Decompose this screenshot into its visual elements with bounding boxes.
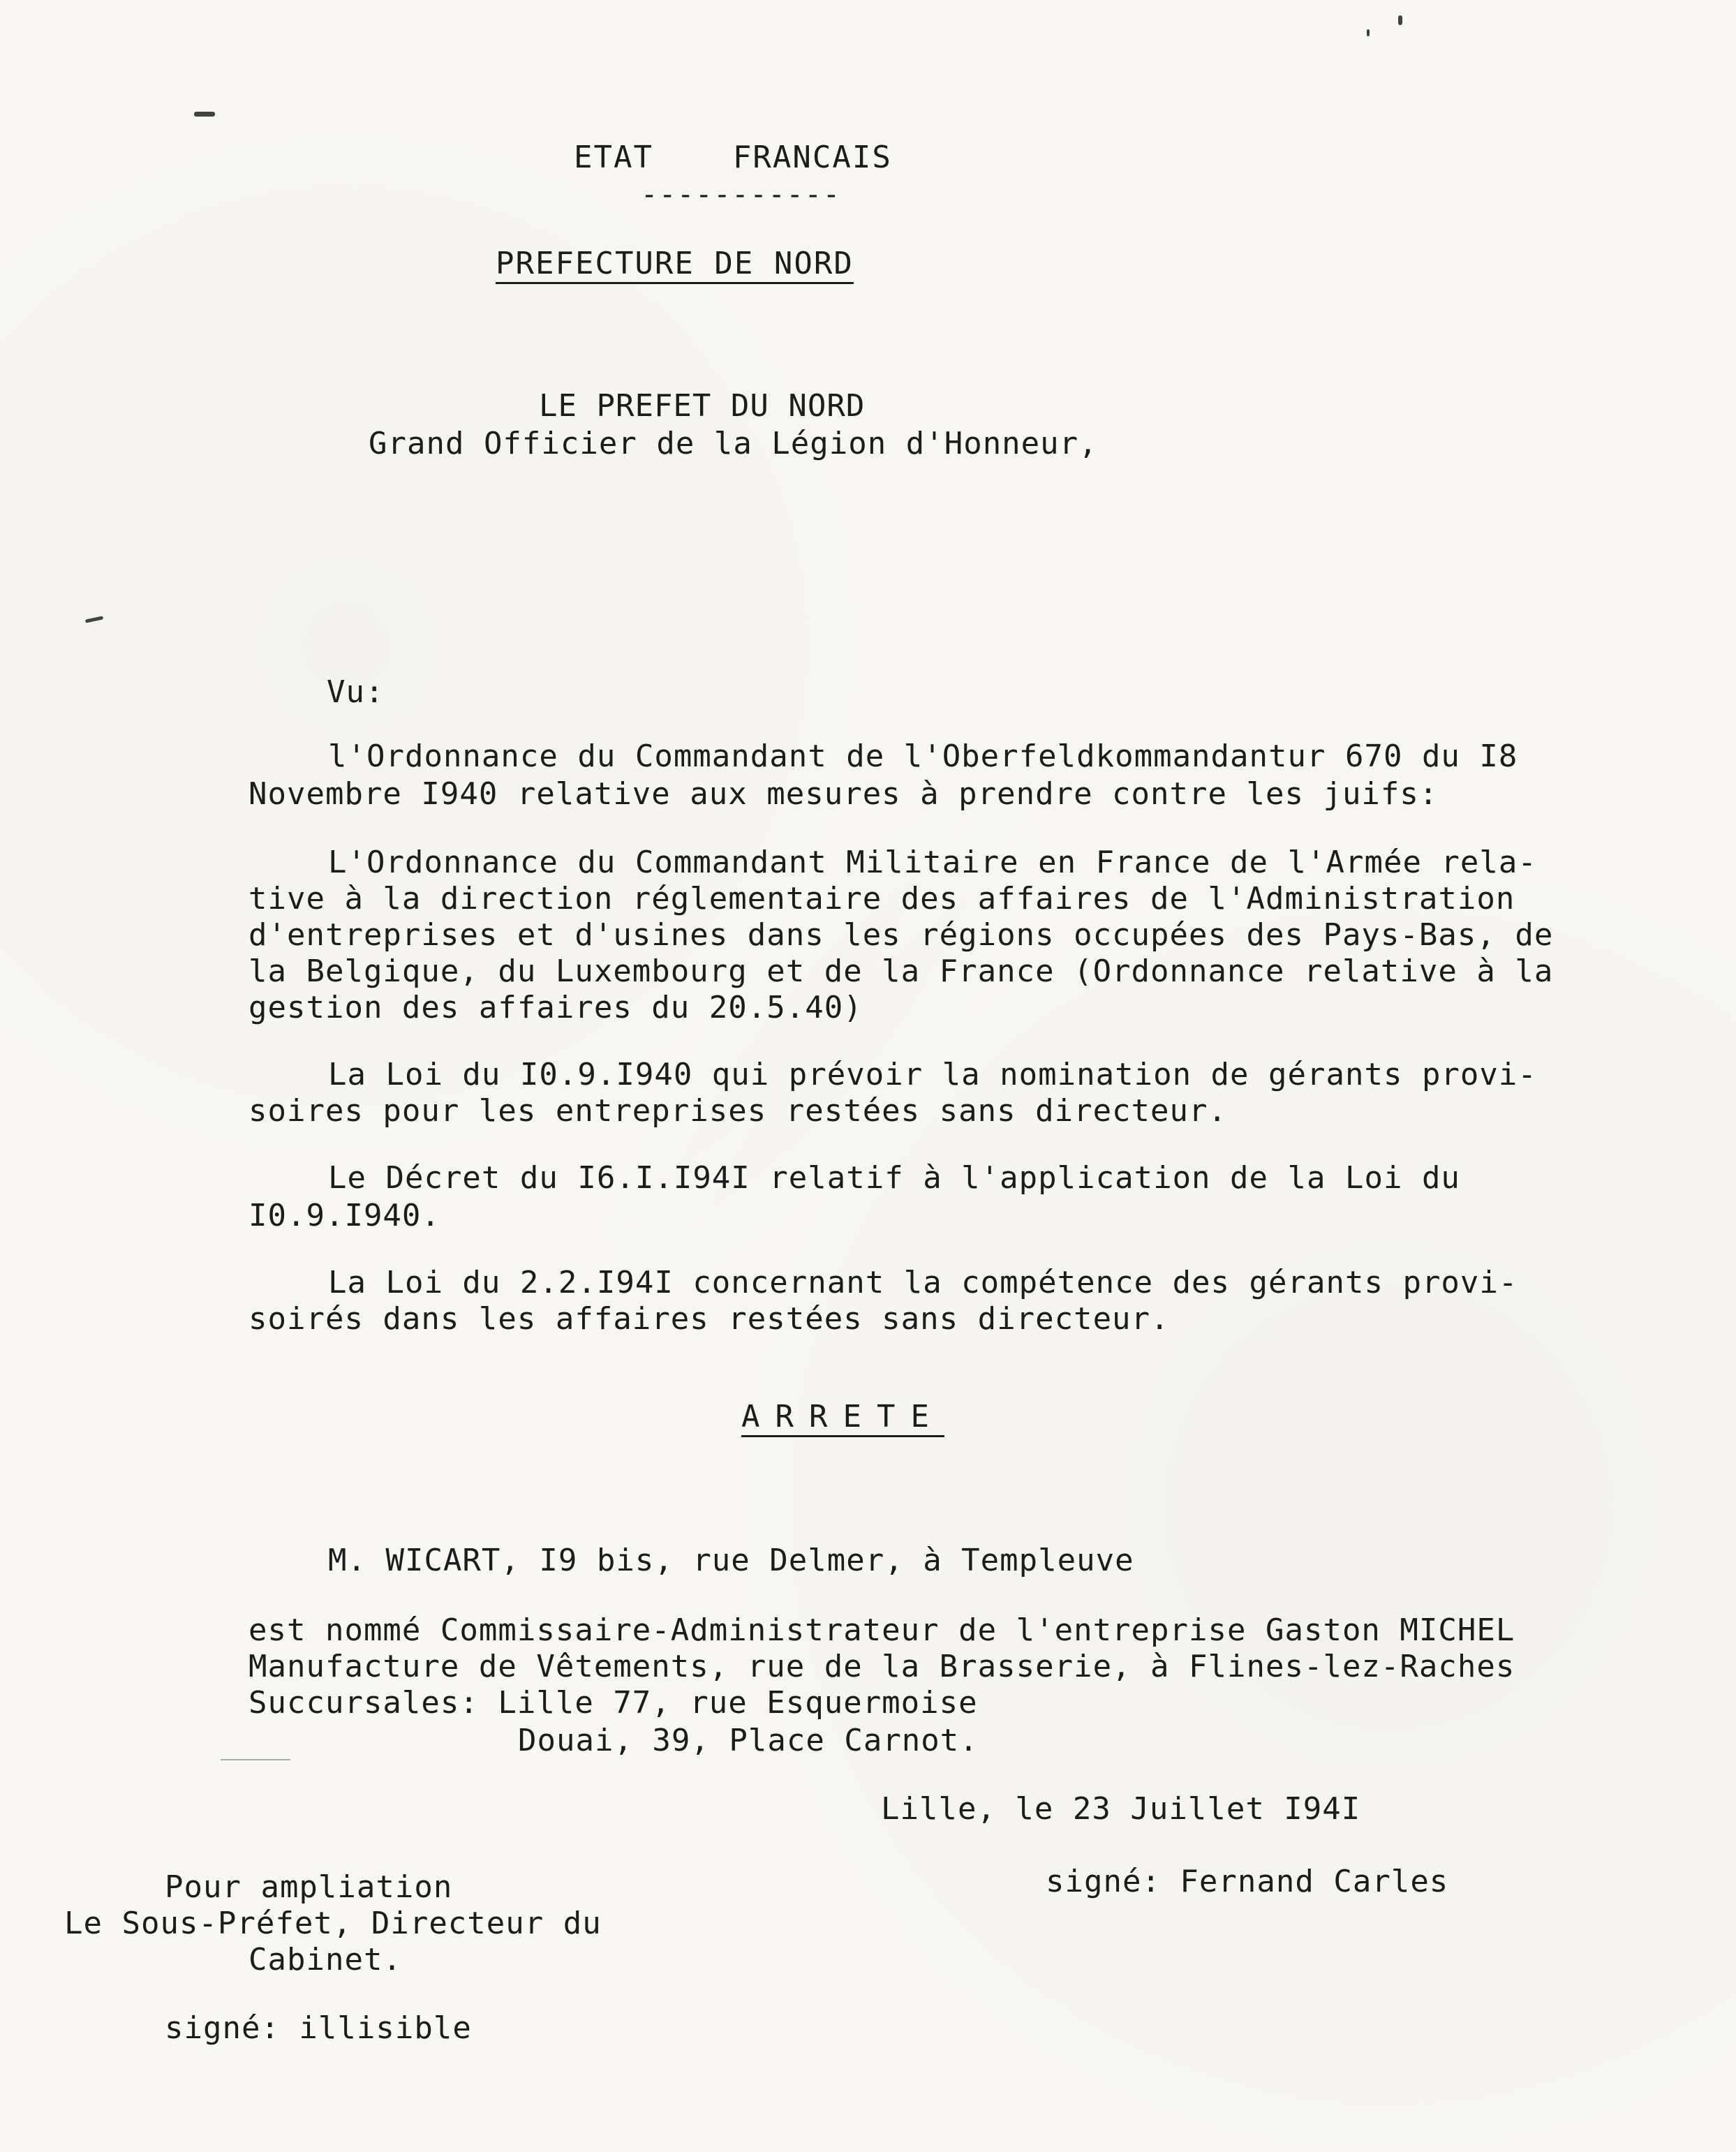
ampliation-line: Le Sous-Préfet, Directeur du — [64, 1906, 602, 1941]
place-date: Lille, le 23 Juillet I94I — [881, 1791, 1361, 1827]
preamble-line: soirés dans les affaires restées sans directeur. — [248, 1301, 1170, 1337]
ink-speck — [221, 1759, 290, 1760]
preamble-line: La Loi du I0.9.I940 qui prévoir la nomination de gérants provi- — [328, 1057, 1537, 1092]
decision-line: Succursales: Lille 77, rue Esquermoise — [248, 1685, 978, 1721]
decision-line: Manufacture de Vêtements, rue de la Brasserie, à Flines-lez-Raches — [248, 1649, 1515, 1684]
state-heading: ETAT FRANCAIS — [574, 140, 892, 175]
ink-speck — [194, 112, 215, 117]
heading-dashes: ----------- — [641, 179, 841, 211]
ink-speck — [1367, 29, 1370, 36]
preamble-line: soires pour les entreprises restées sans directeur. — [248, 1093, 1228, 1129]
prefect-rank: Grand Officier de la Légion d'Honneur, — [369, 426, 1098, 461]
preamble-line: la Belgique, du Luxembourg et de la France (Ordonnance relative à la — [248, 953, 1554, 989]
arrete-heading: ARRETE — [741, 1399, 944, 1434]
decision-line: Douai, 39, Place Carnot. — [518, 1723, 979, 1758]
ampliation-line: Cabinet. — [248, 1942, 402, 1977]
preamble-line: l'Ordonnance du Commandant de l'Oberfeldkommandantur 670 du I8 — [328, 739, 1518, 774]
preamble-line: d'entreprises et d'usines dans les régions occupées des Pays-Bas, de — [248, 917, 1554, 953]
vu-label: Vu: — [327, 674, 385, 710]
preamble-line: I0.9.I940. — [248, 1198, 440, 1233]
ampliation-line: Pour ampliation — [165, 1869, 453, 1905]
prefect-title: LE PREFET DU NORD — [539, 388, 866, 424]
main-signature: signé: Fernand Carles — [1046, 1864, 1449, 1899]
ink-speck — [85, 616, 103, 623]
preamble-line: L'Ordonnance du Commandant Militaire en France de l'Armée rela- — [328, 845, 1537, 880]
ink-speck — [1398, 15, 1402, 25]
preamble-line: Le Décret du I6.I.I94I relatif à l'application de la Loi du — [328, 1160, 1460, 1196]
sub-signature: signé: illisible — [165, 2010, 472, 2046]
preamble-line: La Loi du 2.2.I94I concernant la compétence des gérants provi- — [328, 1265, 1518, 1300]
appointee-line: M. WICART, I9 bis, rue Delmer, à Templeuve — [328, 1543, 1134, 1578]
preamble-line: tive à la direction réglementaire des affaires de l'Administration — [248, 881, 1515, 917]
preamble-line: gestion des affaires du 20.5.40) — [248, 990, 863, 1025]
prefecture-heading: PREFECTURE DE NORD — [496, 246, 854, 281]
decision-line: est nommé Commissaire-Administrateur de l'entreprise Gaston MICHEL — [248, 1612, 1515, 1648]
preamble-line: Novembre I940 relative aux mesures à prendre contre les juifs: — [248, 776, 1439, 812]
